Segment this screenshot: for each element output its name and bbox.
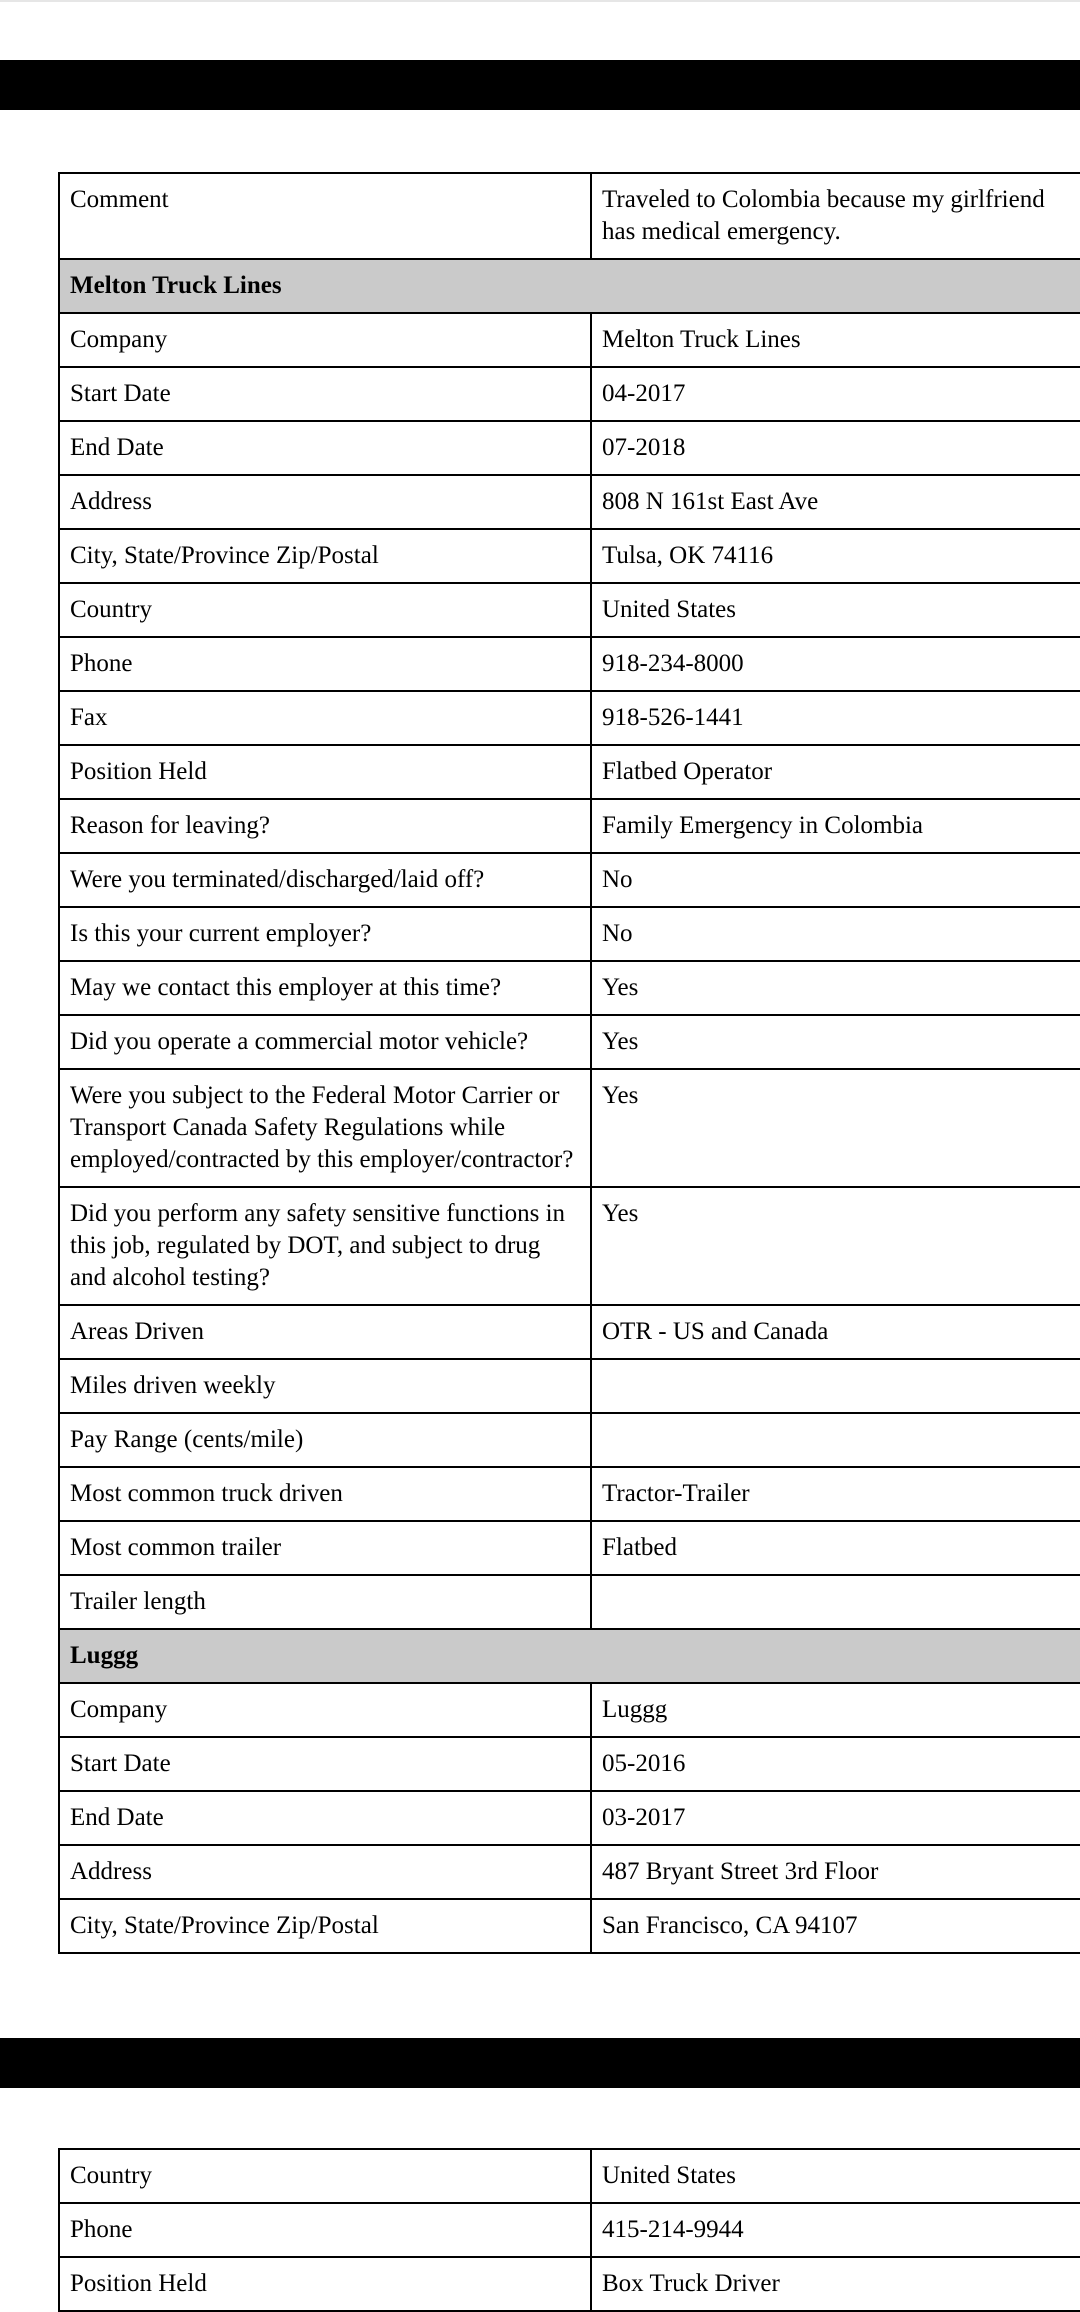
field-label: End Date bbox=[59, 1791, 591, 1845]
field-label: Trailer length bbox=[59, 1575, 591, 1629]
field-label: Miles driven weekly bbox=[59, 1359, 591, 1413]
field-value: Luggg bbox=[591, 1683, 1080, 1737]
field-label: Phone bbox=[59, 2203, 591, 2257]
field-value: No bbox=[591, 853, 1080, 907]
table-row bbox=[59, 1015, 1080, 1069]
field-label: Were you subject to the Federal Motor Carrier or Transport Canada Safety Regulations while employed/contracted by this employer/contractor? bbox=[59, 1069, 591, 1187]
field-value: United States bbox=[591, 2149, 1080, 2203]
table-row bbox=[59, 1845, 1080, 1899]
page-header-bar-2 bbox=[0, 2038, 1080, 2088]
field-value: 918-234-8000 bbox=[591, 637, 1080, 691]
table-row bbox=[59, 853, 1080, 907]
table-row bbox=[59, 1305, 1080, 1359]
top-divider bbox=[0, 0, 1080, 2]
table-row bbox=[59, 1737, 1080, 1791]
table-row bbox=[59, 1521, 1080, 1575]
field-label: Country bbox=[59, 2149, 591, 2203]
field-label: Areas Driven bbox=[59, 1305, 591, 1359]
field-value: 05-2016 bbox=[591, 1737, 1080, 1791]
employment-history-body bbox=[59, 173, 1080, 1953]
field-label: Company bbox=[59, 313, 591, 367]
field-label: Position Held bbox=[59, 745, 591, 799]
field-value: Tulsa, OK 74116 bbox=[591, 529, 1080, 583]
field-value: Melton Truck Lines bbox=[591, 313, 1080, 367]
field-label: End Date bbox=[59, 421, 591, 475]
field-value: United States bbox=[591, 583, 1080, 637]
table-row bbox=[59, 1683, 1080, 1737]
field-value: Tractor-Trailer bbox=[591, 1467, 1080, 1521]
table-row bbox=[59, 961, 1080, 1015]
field-label: Phone bbox=[59, 637, 591, 691]
field-value: OTR - US and Canada bbox=[591, 1305, 1080, 1359]
employment-history-body-2 bbox=[59, 2149, 1080, 2311]
field-label: City, State/Province Zip/Postal bbox=[59, 1899, 591, 1953]
field-value: Traveled to Colombia because my girlfriend has medical emergency. bbox=[591, 173, 1080, 259]
field-value: Box Truck Driver bbox=[591, 2257, 1080, 2311]
field-value: 03-2017 bbox=[591, 1791, 1080, 1845]
table-row bbox=[59, 2203, 1080, 2257]
section-header-row bbox=[59, 1629, 1080, 1683]
field-value bbox=[591, 1359, 1080, 1413]
table-row bbox=[59, 313, 1080, 367]
table-row bbox=[59, 1187, 1080, 1305]
table-row bbox=[59, 367, 1080, 421]
field-value: No bbox=[591, 907, 1080, 961]
employment-history-table bbox=[58, 172, 1080, 1954]
field-value: 487 Bryant Street 3rd Floor bbox=[591, 1845, 1080, 1899]
field-value: 808 N 161st East Ave bbox=[591, 475, 1080, 529]
table-row bbox=[59, 421, 1080, 475]
field-value: 415-214-9944 bbox=[591, 2203, 1080, 2257]
table-row bbox=[59, 1467, 1080, 1521]
field-label: Address bbox=[59, 1845, 591, 1899]
field-value: Yes bbox=[591, 1015, 1080, 1069]
field-label: Fax bbox=[59, 691, 591, 745]
table-row bbox=[59, 1575, 1080, 1629]
field-label: Most common truck driven bbox=[59, 1467, 591, 1521]
field-label: May we contact this employer at this time? bbox=[59, 961, 591, 1015]
table-row bbox=[59, 1069, 1080, 1187]
field-value: San Francisco, CA 94107 bbox=[591, 1899, 1080, 1953]
field-label: City, State/Province Zip/Postal bbox=[59, 529, 591, 583]
table-row bbox=[59, 2149, 1080, 2203]
field-value bbox=[591, 1413, 1080, 1467]
section-header-row bbox=[59, 259, 1080, 313]
field-label: Position Held bbox=[59, 2257, 591, 2311]
table-row bbox=[59, 691, 1080, 745]
field-label: Comment bbox=[59, 173, 591, 259]
field-label: Company bbox=[59, 1683, 591, 1737]
table-row bbox=[59, 173, 1080, 259]
table-row bbox=[59, 1791, 1080, 1845]
table-row bbox=[59, 637, 1080, 691]
field-label: Is this your current employer? bbox=[59, 907, 591, 961]
table-row bbox=[59, 1899, 1080, 1953]
field-label: Most common trailer bbox=[59, 1521, 591, 1575]
table-row bbox=[59, 799, 1080, 853]
field-value: Yes bbox=[591, 961, 1080, 1015]
field-label: Start Date bbox=[59, 367, 591, 421]
section-title: Luggg bbox=[59, 1629, 1080, 1683]
field-value: 04-2017 bbox=[591, 367, 1080, 421]
field-value: Flatbed bbox=[591, 1521, 1080, 1575]
field-value: Family Emergency in Colombia bbox=[591, 799, 1080, 853]
field-value: 07-2018 bbox=[591, 421, 1080, 475]
field-value: 918-526-1441 bbox=[591, 691, 1080, 745]
field-label: Address bbox=[59, 475, 591, 529]
table-row bbox=[59, 2257, 1080, 2311]
field-label: Country bbox=[59, 583, 591, 637]
table-row bbox=[59, 907, 1080, 961]
field-label: Did you perform any safety sensitive functions in this job, regulated by DOT, and subject to drug and alcohol testing? bbox=[59, 1187, 591, 1305]
table-row bbox=[59, 475, 1080, 529]
field-value: Yes bbox=[591, 1187, 1080, 1305]
section-title: Melton Truck Lines bbox=[59, 259, 1080, 313]
employment-history-table-2 bbox=[58, 2148, 1080, 2312]
table-row bbox=[59, 745, 1080, 799]
table-row bbox=[59, 1359, 1080, 1413]
field-label: Did you operate a commercial motor vehicle? bbox=[59, 1015, 591, 1069]
field-value: Yes bbox=[591, 1069, 1080, 1187]
field-value bbox=[591, 1575, 1080, 1629]
page-header-bar bbox=[0, 60, 1080, 110]
field-label: Were you terminated/discharged/laid off? bbox=[59, 853, 591, 907]
field-label: Pay Range (cents/mile) bbox=[59, 1413, 591, 1467]
table-row bbox=[59, 529, 1080, 583]
field-label: Start Date bbox=[59, 1737, 591, 1791]
table-row bbox=[59, 1413, 1080, 1467]
field-value: Flatbed Operator bbox=[591, 745, 1080, 799]
table-row bbox=[59, 583, 1080, 637]
field-label: Reason for leaving? bbox=[59, 799, 591, 853]
